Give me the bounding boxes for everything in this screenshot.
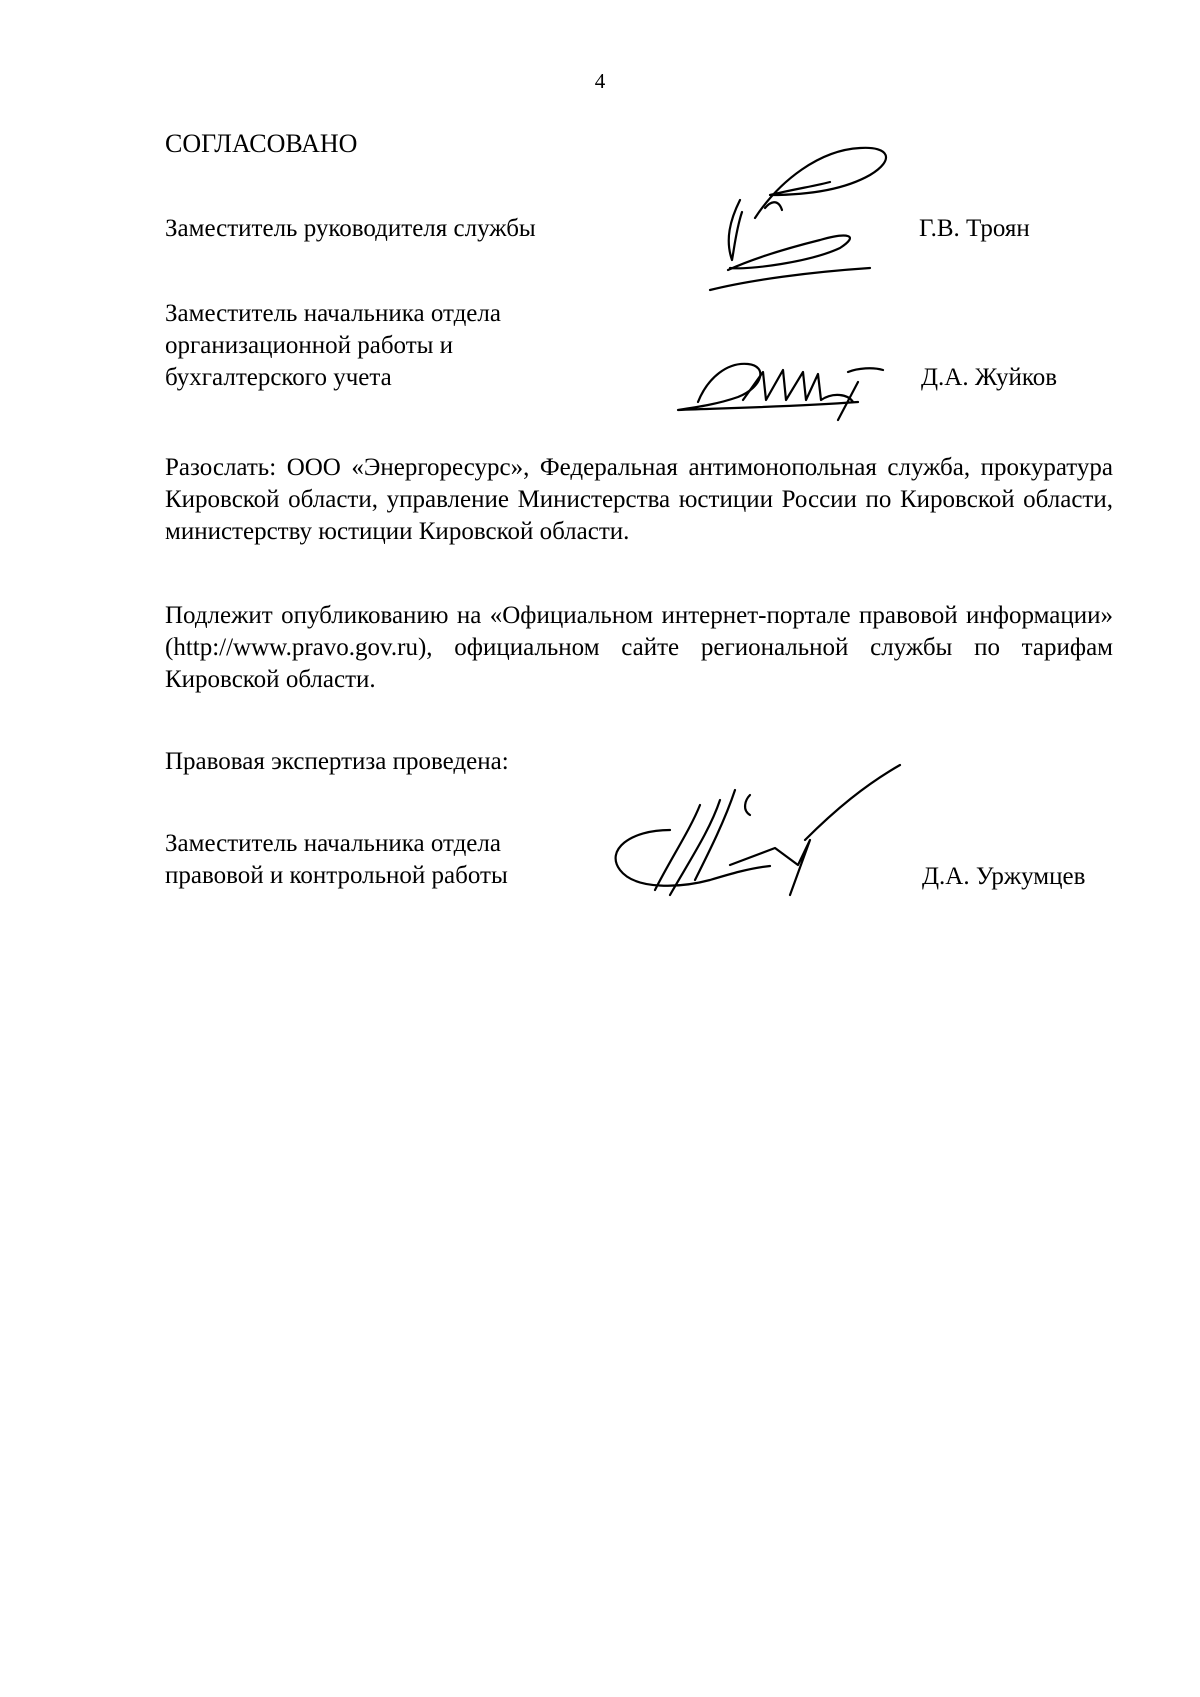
signature-zhuykov [668, 352, 898, 422]
approval-heading: СОГЛАСОВАНО [165, 129, 358, 158]
legal-review-heading: Правовая экспертиза проведена: [165, 748, 509, 775]
legal-reviewer-name: Д.А. Уржумцев [922, 863, 1086, 890]
approver-2-name: Д.А. Жуйков [921, 364, 1058, 391]
approver-1-position-line: Заместитель руководителя службы [165, 215, 536, 242]
legal-reviewer-position [165, 828, 508, 892]
signature-urzhumtsev [600, 760, 900, 900]
page-number: 4 [594, 69, 606, 93]
signature-troyan [670, 140, 910, 300]
approver-1-position [165, 213, 536, 245]
legal-reviewer-position-line: Заместитель начальника отдела [165, 830, 501, 857]
publication-paragraph: Подлежит опубликованию на «Официальном интернет-портале правовой информации» (http://www.pravo.gov.ru), официальном сайте региональной службы по тарифам Кировской области. [165, 602, 1113, 693]
approver-2-position-line: организационной работы и [165, 332, 454, 359]
distribution-paragraph: Разослать: ООО «Энергоресурс», Федеральная антимонопольная служба, прокуратура Кировской области, управление Министерства юстиции России по Кировской области, министерству юстиции Кировской области. [165, 454, 1113, 545]
approver-1-name: Г.В. Троян [919, 215, 1030, 242]
legal-reviewer-position-line: правовой и контрольной работы [165, 862, 508, 889]
approver-2-position-line: бухгалтерского учета [165, 364, 392, 391]
approver-2-position [165, 298, 501, 394]
approver-2-position-line: Заместитель начальника отдела [165, 300, 501, 327]
